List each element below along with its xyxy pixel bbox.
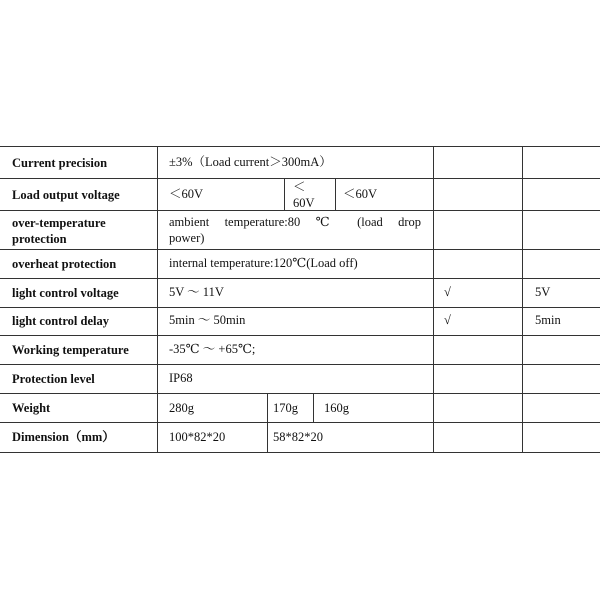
column-divider: [433, 146, 434, 453]
value-weight-1: 280g: [169, 401, 194, 415]
value-weight-2: 170g: [273, 401, 298, 415]
value-light-control-voltage: 5V ～ 11V: [169, 285, 224, 299]
value-load-voltage-2b: 60V: [293, 196, 315, 210]
row-divider: [0, 452, 600, 453]
row-divider: [0, 364, 600, 365]
row-divider: [0, 307, 600, 308]
row-divider: [0, 249, 600, 250]
row-divider: [0, 422, 600, 423]
label-current-precision: Current precision: [12, 156, 108, 170]
label-dimension: Dimension（mm）: [12, 430, 115, 444]
row-divider: [0, 393, 600, 394]
column-divider: [313, 393, 314, 423]
value-overheat-protection: internal temperature:120℃(Load off): [169, 256, 358, 270]
column-divider: [522, 146, 523, 453]
value-load-voltage-3: ＜60V: [343, 187, 378, 201]
label-load-output-voltage: Load output voltage: [12, 188, 120, 202]
value-over-temperature-2: power): [169, 231, 205, 245]
checkmark: √: [444, 313, 451, 327]
label-overheat-protection: overheat protection: [12, 257, 117, 271]
column-divider: [284, 178, 285, 211]
label-light-control-voltage: light control voltage: [12, 286, 119, 300]
value-dimension-2: 58*82*20: [273, 430, 323, 444]
label-over-temperature-2: protection: [12, 232, 67, 246]
label-working-temperature: Working temperature: [12, 343, 129, 357]
column-divider: [267, 393, 268, 453]
value-weight-3: 160g: [324, 401, 349, 415]
label-protection-level: Protection level: [12, 372, 95, 386]
value-light-control-voltage-extra: 5V: [535, 285, 551, 299]
row-divider: [0, 335, 600, 336]
value-dimension-1: 100*82*20: [169, 430, 226, 444]
value-light-control-delay-extra: 5min: [535, 313, 561, 327]
value-load-voltage-2a: ＜: [293, 180, 306, 194]
row-divider: [0, 146, 600, 147]
spec-table: [0, 146, 600, 453]
label-light-control-delay: light control delay: [12, 314, 109, 328]
column-divider: [335, 178, 336, 211]
value-light-control-delay: 5min ～ 50min: [169, 313, 246, 327]
value-working-temperature: -35℃ ～ +65℃;: [169, 342, 256, 356]
column-divider: [157, 146, 158, 453]
label-weight: Weight: [12, 401, 51, 415]
value-load-voltage-1: ＜60V: [169, 187, 204, 201]
row-divider: [0, 278, 600, 279]
value-current-precision: ±3%（Load current＞300mA）: [169, 155, 332, 169]
label-over-temperature-1: over-temperature: [12, 216, 106, 230]
value-protection-level: IP68: [169, 371, 193, 385]
value-over-temperature-1: ambient temperature:80 ℃ (load drop: [169, 215, 421, 229]
checkmark: √: [444, 285, 451, 299]
